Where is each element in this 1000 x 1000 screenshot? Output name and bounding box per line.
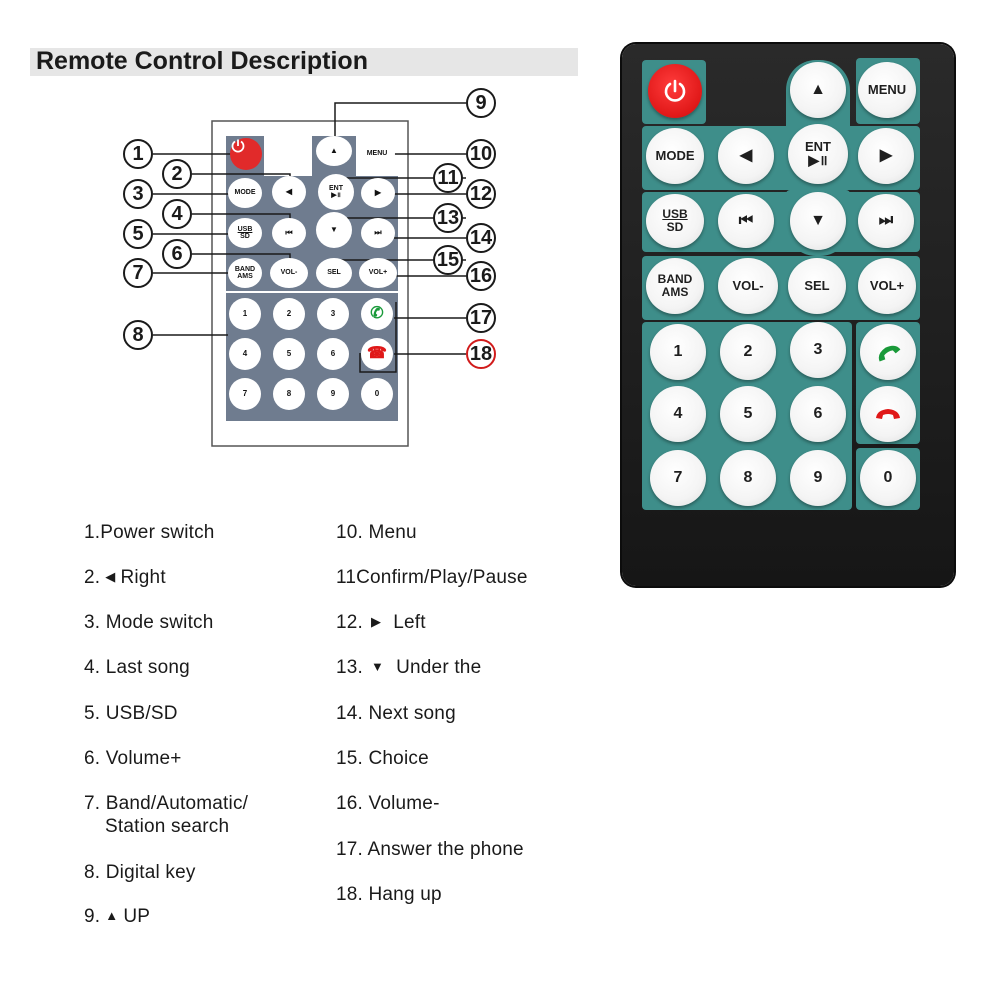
play-pause-icon: ▶॥ — [331, 192, 341, 199]
legend-text: 4. Last song — [84, 657, 190, 678]
diagram-band-ams-button — [228, 258, 262, 288]
diagram-digit-4: 4 — [229, 338, 261, 370]
legend-text: 11Confirm/Play/Pause — [336, 567, 528, 588]
diagram-digit-8: 8 — [273, 378, 305, 410]
digit-5-button[interactable]: 5 — [720, 386, 776, 442]
legend-prefix: 13. — [336, 657, 364, 678]
diagram-mode-button: MODE — [228, 178, 262, 208]
callout-9: 9 — [466, 88, 496, 118]
legend-item-16 — [336, 793, 440, 815]
callout-11: 11 — [433, 163, 463, 193]
usb-sd-button[interactable] — [646, 194, 704, 248]
diagram-vol-plus-button: VOL+ — [359, 258, 397, 288]
legend-text: Left — [393, 612, 426, 633]
callout-13: 13 — [433, 203, 463, 233]
legend-item-9 — [84, 906, 150, 928]
legend-text: 14. Next song — [336, 703, 456, 724]
left-triangle-icon: ◀ — [105, 569, 116, 584]
ams-label: AMS — [661, 285, 689, 299]
band-ams-button[interactable] — [646, 258, 704, 314]
legend-item-12 — [336, 612, 426, 634]
left-arrow-icon: ◀ — [739, 146, 753, 164]
down-button[interactable] — [790, 192, 846, 250]
vol-plus-button[interactable]: VOL+ — [858, 258, 916, 314]
legend-item-17 — [336, 839, 524, 861]
sd-label: SD — [240, 233, 250, 240]
diagram-down-button: ▼ — [316, 212, 352, 248]
digit-8-button[interactable]: 8 — [720, 450, 776, 506]
legend-item-7 — [84, 793, 248, 815]
legend-text: UP — [123, 906, 151, 927]
next-track-icon: ⏭ — [878, 211, 894, 229]
diagram-usb-sd-button — [228, 218, 262, 248]
ams-label: AMS — [237, 273, 253, 280]
menu-button[interactable]: MENU — [858, 62, 916, 118]
legend-text: 10. Menu — [336, 522, 417, 543]
answer-call-button[interactable] — [860, 324, 916, 380]
digit-6-button[interactable]: 6 — [790, 386, 846, 442]
sd-label: SD — [666, 220, 684, 234]
legend-item-3 — [84, 612, 214, 634]
play-pause-icon: ▶॥ — [808, 152, 828, 169]
band-label: BAND — [234, 265, 256, 273]
legend-item-8 — [84, 862, 196, 884]
diagram-sel-button: SEL — [316, 258, 352, 288]
callout-7: 7 — [123, 258, 153, 288]
diagram-ent-button — [318, 174, 354, 210]
diagram-menu-button: MENU — [359, 140, 395, 168]
diagram-power-button — [230, 138, 262, 170]
legend-item-10 — [336, 522, 417, 544]
digit-7-button[interactable]: 7 — [650, 450, 706, 506]
up-arrow-icon: ▲ — [810, 80, 826, 98]
power-button[interactable] — [648, 64, 702, 118]
power-icon — [662, 78, 688, 104]
callout-1: 1 — [123, 139, 153, 169]
legend-item-2 — [84, 567, 166, 589]
diagram-digit-3: 3 — [317, 298, 349, 330]
diagram-digit-5: 5 — [273, 338, 305, 370]
callout-2: 2 — [162, 159, 192, 189]
usb-label: USB — [237, 225, 253, 233]
previous-track-icon: ⏮ — [738, 211, 754, 229]
legend-text: 15. Choice — [336, 748, 429, 769]
callout-6: 6 — [162, 239, 192, 269]
mode-button[interactable]: MODE — [646, 128, 704, 184]
digit-2-button[interactable]: 2 — [720, 324, 776, 380]
diagram-right-arrow-button: ▶ — [361, 178, 395, 208]
legend-prefix: 9. — [84, 906, 101, 927]
right-arrow-icon: ▶ — [879, 146, 893, 164]
legend-text: 18. Hang up — [336, 884, 442, 905]
diagram-digit-6: 6 — [317, 338, 349, 370]
diagram-hangup-button: ☎ — [361, 338, 393, 370]
callout-4: 4 — [162, 199, 192, 229]
legend-text: Under the — [396, 657, 482, 678]
right-triangle-icon: ▶ — [371, 614, 382, 629]
legend-item-15 — [336, 748, 429, 770]
down-triangle-icon: ▼ — [371, 659, 385, 674]
callout-14: 14 — [466, 223, 496, 253]
legend-prefix: 2. — [84, 567, 101, 588]
legend-text: 6. Volume+ — [84, 748, 182, 769]
callout-16: 16 — [466, 261, 496, 291]
diagram-vol-minus-button: VOL- — [270, 258, 308, 288]
up-button[interactable] — [790, 62, 846, 118]
diagram-left-arrow-button: ◀ — [272, 176, 306, 208]
diagram-digit-9: 9 — [317, 378, 349, 410]
callout-15: 15 — [433, 245, 463, 275]
digit-9-button[interactable]: 9 — [790, 450, 846, 506]
digit-0-button[interactable]: 0 — [860, 450, 916, 506]
diagram-digit-2: 2 — [273, 298, 305, 330]
legend-item-11 — [336, 567, 528, 589]
ent-label: ENT — [805, 138, 831, 154]
up-triangle-icon: ▲ — [105, 908, 119, 923]
legend-prefix: 12. — [336, 612, 364, 633]
callout-17: 17 — [466, 303, 496, 333]
band-label: BAND — [657, 272, 693, 287]
page-title: Remote Control Description — [36, 47, 368, 75]
digit-4-button[interactable]: 4 — [650, 386, 706, 442]
diagram-answer-button: ✆ — [361, 298, 393, 330]
ent-label: ENT — [329, 184, 343, 192]
legend-text: 5. USB/SD — [84, 703, 178, 724]
vol-minus-button[interactable]: VOL- — [718, 258, 778, 314]
right-button[interactable] — [858, 128, 914, 184]
remote-photo — [622, 44, 954, 586]
diagram-next-button: ⏭ — [361, 218, 395, 248]
legend-text: 7. Band/Automatic/ — [84, 793, 249, 814]
legend-item-6 — [84, 748, 182, 770]
digit-3-button[interactable]: 3 — [790, 322, 846, 378]
diagram-prev-button: ⏮ — [272, 218, 306, 248]
diagram-up-button: ▲ — [316, 136, 352, 166]
callout-5: 5 — [123, 219, 153, 249]
legend-item-14 — [336, 703, 456, 725]
power-icon — [230, 138, 246, 154]
legend-item-1 — [84, 522, 215, 544]
ent-play-pause-button[interactable] — [788, 124, 848, 184]
legend-item-7-line2 — [105, 816, 229, 838]
legend-text: 16. Volume- — [336, 793, 440, 814]
down-arrow-icon: ▼ — [810, 211, 826, 229]
legend-text: Right — [120, 567, 166, 588]
callout-18: 18 — [466, 339, 496, 369]
legend-text: 1.Power switch — [84, 522, 215, 543]
hang-up-button[interactable] — [860, 386, 916, 442]
legend-item-13 — [336, 657, 481, 679]
prev-track-button[interactable] — [718, 194, 774, 248]
usb-label: USB — [662, 207, 688, 222]
legend-item-18 — [336, 884, 442, 906]
next-track-button[interactable] — [858, 194, 914, 248]
phone-hangup-icon — [873, 404, 903, 424]
callout-3: 3 — [123, 179, 153, 209]
legend-item-4 — [84, 657, 190, 679]
digit-1-button[interactable]: 1 — [650, 324, 706, 380]
callout-10: 10 — [466, 139, 496, 169]
callout-8: 8 — [123, 320, 153, 350]
legend-text: Station search — [105, 816, 230, 837]
legend-item-5 — [84, 703, 178, 725]
sel-button[interactable]: SEL — [788, 258, 846, 314]
legend-text: 8. Digital key — [84, 862, 196, 883]
legend-text: 3. Mode switch — [84, 612, 214, 633]
callout-12: 12 — [466, 179, 496, 209]
phone-answer-icon — [873, 342, 903, 362]
left-button[interactable] — [718, 128, 774, 184]
diagram-digit-0: 0 — [361, 378, 393, 410]
remote-diagram — [0, 0, 520, 470]
diagram-digit-1: 1 — [229, 298, 261, 330]
legend-text: 17. Answer the phone — [336, 839, 524, 860]
diagram-digit-7: 7 — [229, 378, 261, 410]
